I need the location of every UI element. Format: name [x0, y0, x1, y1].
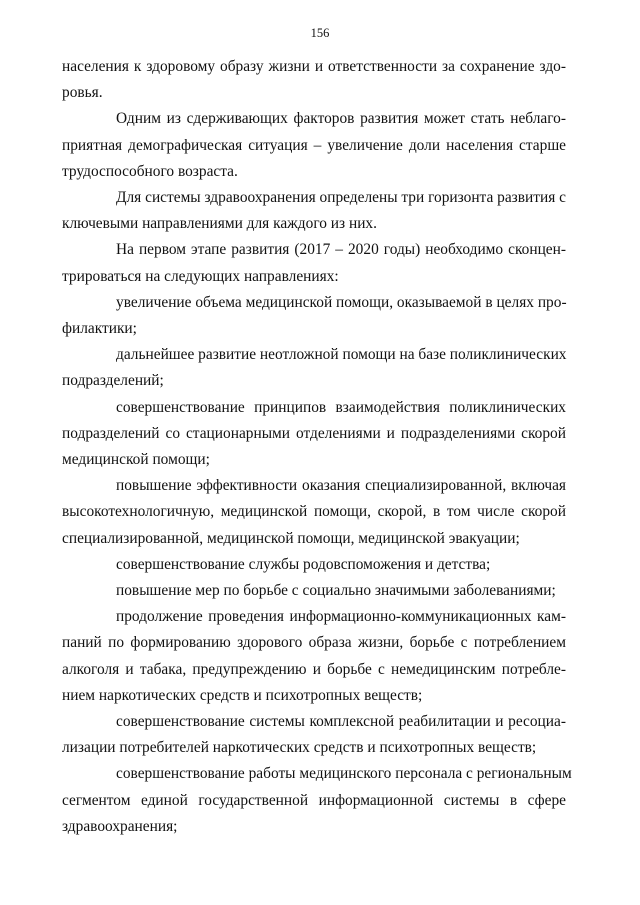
text-line: сегментом единой государственной информационной системы в сфере	[62, 791, 566, 809]
text-line: совершенствование принципов взаимодействия поликлинических	[116, 398, 566, 416]
text-line: трироваться на следующих направлениях:	[62, 267, 339, 285]
list-item-specialized-care	[62, 473, 566, 552]
text-line: совершенствование службы родовспоможения и детства;	[116, 555, 491, 573]
text-line: филактики;	[62, 320, 137, 338]
list-item-rehabilitation	[62, 709, 566, 761]
text-line: медицинской помощи;	[62, 451, 210, 469]
text-line: совершенствование работы медицинского персонала с региональным	[116, 765, 572, 783]
text-line: повышение мер по борьбе с социально значимыми заболеваниями;	[116, 582, 556, 600]
text-line: приятная демографическая ситуация – увеличение доли населения старше	[62, 136, 566, 154]
text-line: специализированной, медицинской помощи, медицинской эвакуации;	[62, 529, 520, 547]
paragraph-three-horizons	[62, 185, 566, 237]
text-line: нием наркотических средств и психотропных веществ;	[62, 686, 423, 704]
text-line: высокотехнологичную, медицинской помощи, скорой, в том числе скорой	[62, 503, 566, 521]
text-line: подразделений;	[62, 372, 164, 390]
text-line: Одним из сдерживающих факторов развития может стать неблаго-	[116, 110, 566, 128]
list-item-information-system	[62, 761, 572, 840]
text-line: ровья.	[62, 84, 103, 102]
text-line: подразделений со стационарными отделениями и подразделениями скорой	[62, 424, 566, 442]
text-line: алкоголя и табака, предупреждению и борьбе с немедицинским потребле-	[62, 660, 566, 678]
list-item-information-campaigns	[62, 604, 566, 709]
text-line: лизации потребителей наркотических средств и психотропных веществ;	[62, 739, 537, 757]
paragraph-first-stage	[62, 237, 566, 289]
paragraph-health-responsibility	[62, 54, 566, 106]
text-line: Для системы здравоохранения определены три горизонта развития с	[116, 189, 566, 207]
list-item-prevention	[62, 290, 566, 342]
text-line: На первом этапе развития (2017 – 2020 годы) необходимо сконцен-	[116, 241, 566, 259]
text-line: здравоохранения;	[62, 817, 178, 835]
document-body	[62, 54, 572, 840]
list-item-maternity-service	[62, 552, 566, 578]
text-line: паний по формированию здорового образа жизни, борьбе с потреблением	[62, 634, 566, 652]
list-item-interaction-principles	[62, 395, 566, 474]
list-item-socially-significant-diseases	[62, 578, 566, 604]
paragraph-demographic-factor	[62, 106, 566, 185]
list-item-urgent-care	[62, 342, 566, 394]
page-number: 156	[310, 26, 330, 40]
text-line: трудоспособного возраста.	[62, 162, 238, 180]
text-line: дальнейшее развитие неотложной помощи на базе поликлинических	[116, 346, 567, 364]
text-line: повышение эффективности оказания специализированной, включая	[116, 477, 566, 495]
text-line: ключевыми направлениями для каждого из них.	[62, 215, 377, 233]
text-line: населения к здоровому образу жизни и ответственности за сохранение здо-	[62, 58, 566, 75]
text-line: увеличение объема медицинской помощи, оказываемой в целях про-	[116, 293, 567, 311]
text-line: продолжение проведения информационно-коммуникационных кам-	[116, 608, 566, 626]
text-line: совершенствование системы комплексной реабилитации и ресоциа-	[116, 713, 566, 731]
